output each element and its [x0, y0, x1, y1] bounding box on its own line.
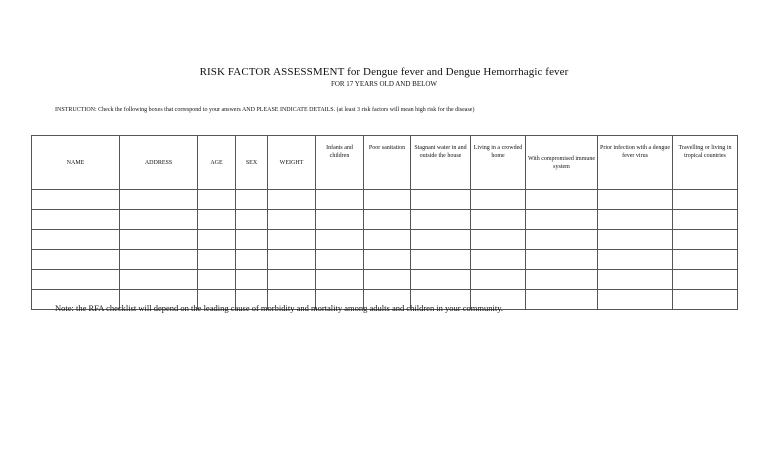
- table-cell[interactable]: [471, 230, 526, 250]
- table-cell[interactable]: [316, 230, 364, 250]
- table-cell[interactable]: [120, 190, 198, 210]
- table-cell[interactable]: [411, 270, 471, 290]
- table-cell[interactable]: [268, 190, 316, 210]
- column-header-compromised-immune: With compromised immune system: [526, 136, 598, 190]
- table-cell[interactable]: [411, 250, 471, 270]
- table-cell[interactable]: [236, 270, 268, 290]
- column-header-address: ADDRESS: [120, 136, 198, 190]
- table-cell[interactable]: [32, 270, 120, 290]
- table-cell[interactable]: [364, 190, 411, 210]
- table-cell[interactable]: [268, 270, 316, 290]
- column-header-prior-infection: Prior infection with a dengue fever virus: [598, 136, 673, 190]
- table-cell[interactable]: [526, 290, 598, 310]
- table-cell[interactable]: [236, 190, 268, 210]
- column-header-stagnant-water: Stagnant water in and outside the house: [411, 136, 471, 190]
- table-cell[interactable]: [198, 210, 236, 230]
- column-header-name: NAME: [32, 136, 120, 190]
- table-row: [32, 250, 738, 270]
- table-cell[interactable]: [316, 250, 364, 270]
- footnote: Note: the RFA checklist will depend on the leading cause of morbidity and mortality among adults and children in your community.: [55, 303, 504, 313]
- column-header-infants-children: Infants and children: [316, 136, 364, 190]
- column-header-age: AGE: [198, 136, 236, 190]
- table-row: [32, 190, 738, 210]
- risk-factor-table: [31, 135, 738, 310]
- table-cell[interactable]: [120, 250, 198, 270]
- table-cell[interactable]: [32, 250, 120, 270]
- table-cell[interactable]: [673, 250, 738, 270]
- table-cell[interactable]: [364, 230, 411, 250]
- table-cell[interactable]: [268, 230, 316, 250]
- table-cell[interactable]: [673, 230, 738, 250]
- table-cell[interactable]: [411, 190, 471, 210]
- table-cell[interactable]: [598, 230, 673, 250]
- table-cell[interactable]: [673, 270, 738, 290]
- table-row: [32, 270, 738, 290]
- table-cell[interactable]: [236, 230, 268, 250]
- table-cell[interactable]: [236, 210, 268, 230]
- table-cell[interactable]: [673, 190, 738, 210]
- table-cell[interactable]: [411, 210, 471, 230]
- table-cell[interactable]: [32, 210, 120, 230]
- table-cell[interactable]: [598, 250, 673, 270]
- column-header-sex: SEX: [236, 136, 268, 190]
- table-cell[interactable]: [471, 210, 526, 230]
- table-cell[interactable]: [364, 270, 411, 290]
- table-cell[interactable]: [471, 250, 526, 270]
- table-cell[interactable]: [198, 190, 236, 210]
- table-header-row: [32, 136, 738, 190]
- table-cell[interactable]: [526, 270, 598, 290]
- column-header-weight: WEIGHT: [268, 136, 316, 190]
- table-cell[interactable]: [236, 250, 268, 270]
- table-cell[interactable]: [471, 190, 526, 210]
- table-cell[interactable]: [673, 290, 738, 310]
- table-cell[interactable]: [120, 230, 198, 250]
- table-cell[interactable]: [598, 270, 673, 290]
- table-cell[interactable]: [198, 250, 236, 270]
- table-cell[interactable]: [364, 250, 411, 270]
- table-cell[interactable]: [316, 210, 364, 230]
- table-cell[interactable]: [198, 270, 236, 290]
- table-cell[interactable]: [198, 230, 236, 250]
- table-cell[interactable]: [120, 210, 198, 230]
- table-cell[interactable]: [268, 210, 316, 230]
- table-row: [32, 210, 738, 230]
- table-cell[interactable]: [471, 270, 526, 290]
- table-cell[interactable]: [316, 190, 364, 210]
- column-header-tropical-travel: Travelling or living in tropical countries: [673, 136, 738, 190]
- table-cell[interactable]: [32, 190, 120, 210]
- column-header-crowded-home: Living in a crowded home: [471, 136, 526, 190]
- document-subtitle: FOR 17 YEARS OLD AND BELOW: [330, 80, 438, 88]
- table-cell[interactable]: [268, 250, 316, 270]
- table-cell[interactable]: [598, 190, 673, 210]
- table-cell[interactable]: [411, 230, 471, 250]
- column-header-poor-sanitation: Poor sanitation: [364, 136, 411, 190]
- table-cell[interactable]: [32, 230, 120, 250]
- table-cell[interactable]: [526, 230, 598, 250]
- table-cell[interactable]: [364, 210, 411, 230]
- table-cell[interactable]: [673, 210, 738, 230]
- table-cell[interactable]: [598, 210, 673, 230]
- instruction-text: INSTRUCTION: Check the following boxes that correspond to your answers AND PLEASE INDICATE DETAILS. (at least 3 risk factors will mean high risk for the disease): [55, 107, 475, 113]
- table-cell[interactable]: [120, 270, 198, 290]
- table-cell[interactable]: [526, 210, 598, 230]
- table-cell[interactable]: [526, 250, 598, 270]
- table-cell[interactable]: [526, 190, 598, 210]
- document-title: RISK FACTOR ASSESSMENT for Dengue fever and Dengue Hemorrhagic fever: [199, 66, 569, 78]
- table-row: [32, 230, 738, 250]
- table-cell[interactable]: [316, 270, 364, 290]
- table-cell[interactable]: [598, 290, 673, 310]
